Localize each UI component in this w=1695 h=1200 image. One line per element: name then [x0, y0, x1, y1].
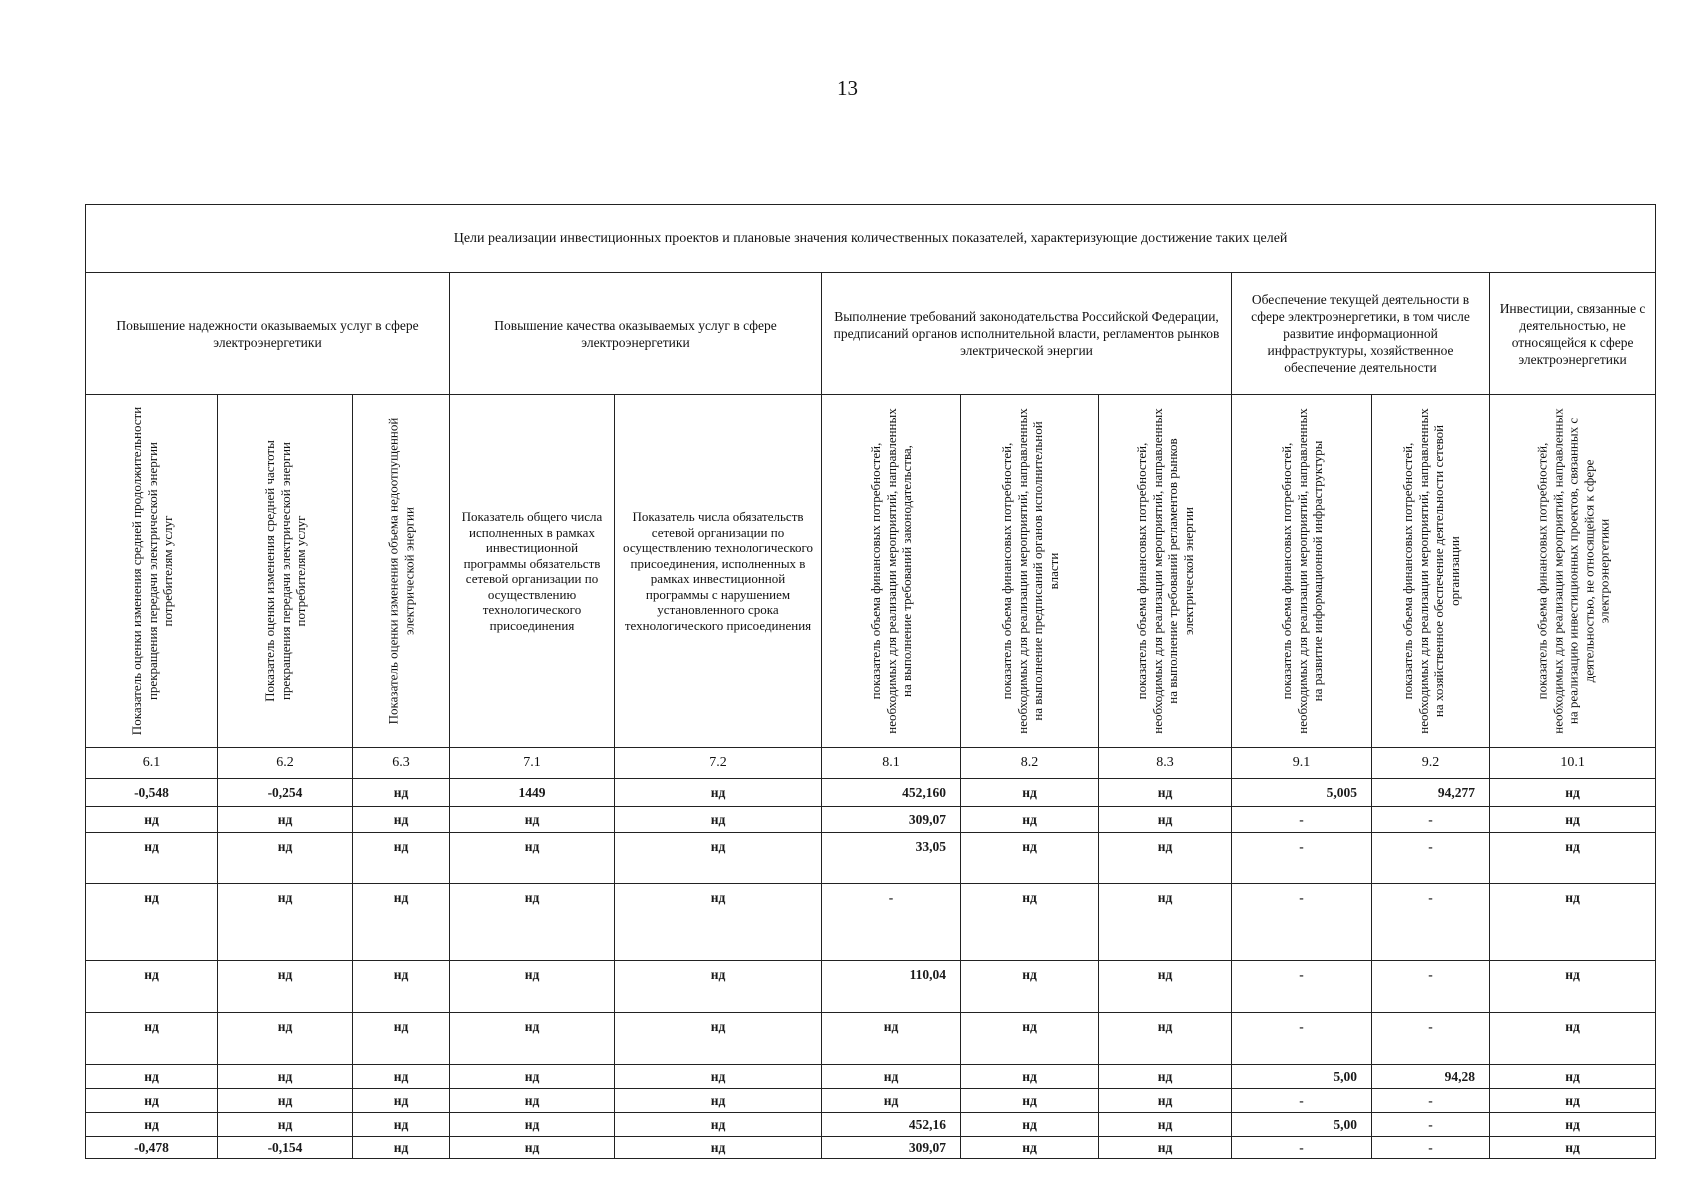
column-header-6-3	[353, 395, 450, 748]
group-quality: Повышение качества оказываемых услуг в сфере электроэнергетики	[450, 273, 822, 395]
column-header-7-1: Показатель общего числа исполненных в рамках инвестиционной программы обязательств сетевой организации по осуществлению технологического присоединения	[450, 395, 615, 748]
table-cell: 33,05	[822, 833, 961, 884]
table-cell: нд	[1099, 1113, 1232, 1137]
table-cell: нд	[1490, 961, 1656, 1013]
table-cell: нд	[450, 807, 615, 833]
table-cell: -	[1372, 833, 1490, 884]
table-cell: 309,07	[822, 807, 961, 833]
column-number: 8.1	[822, 748, 961, 779]
table-cell: нд	[615, 1137, 822, 1159]
table-cell: нд	[218, 884, 353, 961]
table-cell: нд	[1490, 807, 1656, 833]
table-cell: нд	[218, 1013, 353, 1065]
table-row	[86, 1113, 1656, 1137]
table-cell: нд	[353, 779, 450, 807]
table-row	[86, 833, 1656, 884]
table-cell: нд	[218, 833, 353, 884]
table-cell: -	[1372, 1013, 1490, 1065]
column-header-9-1	[1232, 395, 1372, 748]
column-header-9-2	[1372, 395, 1490, 748]
table-cell: нд	[822, 1013, 961, 1065]
column-number: 8.3	[1099, 748, 1232, 779]
table-cell: нд	[961, 779, 1099, 807]
table-cell: -	[1232, 833, 1372, 884]
table-cell: -	[822, 884, 961, 961]
table-cell: нд	[961, 884, 1099, 961]
table-cell: нд	[86, 1065, 218, 1089]
table-cell: нд	[961, 1113, 1099, 1137]
table-cell: нд	[1099, 884, 1232, 961]
table-cell: нд	[822, 1089, 961, 1113]
table-cell: нд	[1099, 1089, 1232, 1113]
column-number: 9.1	[1232, 748, 1372, 779]
table-cell: нд	[1490, 1137, 1656, 1159]
table-cell: нд	[86, 884, 218, 961]
column-header-6-1	[86, 395, 218, 748]
table-cell: нд	[1099, 779, 1232, 807]
column-header-text: Показатель оценки изменения объема недоотпущенной электрической энергии	[385, 417, 416, 725]
table-cell: нд	[353, 1065, 450, 1089]
column-header-8-1	[822, 395, 961, 748]
table-cell: -	[1232, 1013, 1372, 1065]
table-cell: -0,154	[218, 1137, 353, 1159]
table-cell: -	[1232, 961, 1372, 1013]
table-cell: нд	[353, 833, 450, 884]
table-cell: 110,04	[822, 961, 961, 1013]
table-cell: нд	[450, 1113, 615, 1137]
table-row	[86, 1013, 1656, 1065]
table-cell: нд	[1490, 833, 1656, 884]
table-cell: -	[1232, 884, 1372, 961]
page-number: 13	[837, 76, 858, 100]
table-cell: 94,28	[1372, 1065, 1490, 1089]
group-legal-requirements: Выполнение требований законодательства Российской Федерации, предписаний органов исполнительной власти, регламентов рынков электрической энергии	[822, 273, 1232, 395]
table-cell: нд	[353, 884, 450, 961]
column-header-text: Показатель оценки изменения средней продолжительности прекращения передачи электрической энергии потребителям услуг	[128, 406, 175, 736]
table-cell: нд	[450, 1089, 615, 1113]
table-cell: -	[1372, 1113, 1490, 1137]
table-row	[86, 884, 1656, 961]
column-number: 6.3	[353, 748, 450, 779]
table-cell: нд	[1099, 1065, 1232, 1089]
table-cell: 94,277	[1372, 779, 1490, 807]
table-cell: нд	[218, 1089, 353, 1113]
column-header-text: показатель объема финансовых потребностей, необходимых для реализации мероприятий, направленных на реализацию инвестиционных проектов, связанных с деятельностью, не относящейся к сфере электроэнергетики	[1533, 408, 1611, 734]
table-cell: нд	[353, 807, 450, 833]
table-cell: нд	[615, 1065, 822, 1089]
table-row	[86, 779, 1656, 807]
table-row	[86, 807, 1656, 833]
table-row	[86, 1137, 1656, 1159]
table-cell: -	[1372, 961, 1490, 1013]
table-cell: нд	[86, 1113, 218, 1137]
table-cell: -0,548	[86, 779, 218, 807]
column-number: 6.2	[218, 748, 353, 779]
table-cell: 452,160	[822, 779, 961, 807]
group-current-activity: Обеспечение текущей деятельности в сфере электроэнергетики, в том числе развитие информационной инфраструктуры, хозяйственное обеспечение деятельности	[1232, 273, 1490, 395]
table-cell: нд	[1490, 884, 1656, 961]
column-header-text: показатель объема финансовых потребностей, необходимых для реализации мероприятий, направленных на хозяйственное обеспечение деятельности сетевой организации	[1399, 408, 1461, 734]
table-cell: -	[1232, 1137, 1372, 1159]
table-title: Цели реализации инвестиционных проектов и плановые значения количественных показателей, характеризующие достижение таких целей	[86, 205, 1656, 273]
column-header-text: Показатель оценки изменения средней частоты прекращения передачи электрической энергии потребителям услуг	[261, 440, 308, 702]
table-cell: нд	[86, 833, 218, 884]
table-cell: нд	[1490, 1113, 1656, 1137]
table-cell: нд	[615, 833, 822, 884]
table-row	[86, 1089, 1656, 1113]
table-cell: -	[1232, 1089, 1372, 1113]
column-number: 10.1	[1490, 748, 1656, 779]
investment-goals-table	[85, 204, 1656, 1159]
table-cell: нд	[1099, 807, 1232, 833]
table-cell: 5,00	[1232, 1113, 1372, 1137]
table-cell: 1449	[450, 779, 615, 807]
table-cell: нд	[1490, 779, 1656, 807]
table-cell: нд	[615, 1089, 822, 1113]
table-cell: нд	[353, 1013, 450, 1065]
table-cell: нд	[615, 807, 822, 833]
table-cell: нд	[615, 961, 822, 1013]
table-cell: нд	[353, 1089, 450, 1113]
table-cell: 5,005	[1232, 779, 1372, 807]
column-number: 9.2	[1372, 748, 1490, 779]
column-number: 8.2	[961, 748, 1099, 779]
table-cell: нд	[86, 1013, 218, 1065]
table-cell: нд	[353, 1113, 450, 1137]
table-cell: -	[1232, 807, 1372, 833]
group-header-row	[86, 273, 1656, 395]
table-cell: 452,16	[822, 1113, 961, 1137]
column-number-row	[86, 748, 1656, 779]
table-cell: нд	[1490, 1089, 1656, 1113]
table-cell: нд	[450, 961, 615, 1013]
table-cell: нд	[961, 1065, 1099, 1089]
column-number: 7.1	[450, 748, 615, 779]
table-cell: нд	[353, 961, 450, 1013]
table-cell: нд	[961, 961, 1099, 1013]
table-cell: нд	[450, 833, 615, 884]
column-header-8-2	[961, 395, 1099, 748]
table-cell: нд	[86, 961, 218, 1013]
table-cell: нд	[961, 1137, 1099, 1159]
table-cell: нд	[961, 807, 1099, 833]
table-cell: нд	[218, 807, 353, 833]
table-cell: нд	[961, 833, 1099, 884]
column-header-text: показатель объема финансовых потребностей, необходимых для реализации мероприятий, направленных на развитие информационной инфраструктуры	[1278, 408, 1325, 734]
table-cell: нд	[615, 1113, 822, 1137]
table-cell: нд	[450, 1013, 615, 1065]
table-cell: 309,07	[822, 1137, 961, 1159]
column-number: 6.1	[86, 748, 218, 779]
table-cell: нд	[1099, 1137, 1232, 1159]
table-cell: нд	[450, 1065, 615, 1089]
table-cell: нд	[450, 884, 615, 961]
table-cell: 5,00	[1232, 1065, 1372, 1089]
column-number: 7.2	[615, 748, 822, 779]
table-cell: нд	[218, 961, 353, 1013]
column-header-text: показатель объема финансовых потребностей, необходимых для реализации мероприятий, направленных на выполнение требований законодательства,	[867, 408, 914, 734]
column-header-row	[86, 395, 1656, 748]
table-cell: нд	[353, 1137, 450, 1159]
table-cell: нд	[1490, 1065, 1656, 1089]
table-cell: нд	[615, 1013, 822, 1065]
table-cell: нд	[218, 1065, 353, 1089]
table-cell: нд	[450, 1137, 615, 1159]
table-cell: -	[1372, 1089, 1490, 1113]
table-cell: нд	[961, 1089, 1099, 1113]
table-cell: -	[1372, 807, 1490, 833]
table-cell: нд	[822, 1065, 961, 1089]
table-cell: нд	[86, 807, 218, 833]
column-header-10-1	[1490, 395, 1656, 748]
table-cell: нд	[615, 884, 822, 961]
table-cell: -	[1372, 884, 1490, 961]
table-cell: нд	[1099, 833, 1232, 884]
column-header-8-3	[1099, 395, 1232, 748]
group-non-energy-investments: Инвестиции, связанные с деятельностью, не относящейся к сфере электроэнергетики	[1490, 273, 1656, 395]
column-header-6-2	[218, 395, 353, 748]
table-cell: -0,478	[86, 1137, 218, 1159]
table-cell: нд	[218, 1113, 353, 1137]
table-cell: нд	[961, 1013, 1099, 1065]
table-cell: нд	[615, 779, 822, 807]
column-header-text: показатель объема финансовых потребностей, необходимых для реализации мероприятий, направленных на выполнение требований регламентов рынков электрической энергии	[1134, 408, 1196, 734]
group-reliability: Повышение надежности оказываемых услуг в сфере электроэнергетики	[86, 273, 450, 395]
column-header-text: показатель объема финансовых потребностей, необходимых для реализации мероприятий, направленных на выполнение предписаний органов исполнительной власти	[998, 408, 1060, 734]
table-row	[86, 1065, 1656, 1089]
table-cell: нд	[1099, 961, 1232, 1013]
table-cell: нд	[1099, 1013, 1232, 1065]
table-cell: нд	[1490, 1013, 1656, 1065]
column-header-7-2: Показатель числа обязательств сетевой организации по осуществлению технологического присоединения, исполненных в рамках инвестиционной программы с нарушением установленного срока технологического присоединения	[615, 395, 822, 748]
table-cell: нд	[86, 1089, 218, 1113]
table-row	[86, 961, 1656, 1013]
table-cell: -	[1372, 1137, 1490, 1159]
table-cell: -0,254	[218, 779, 353, 807]
